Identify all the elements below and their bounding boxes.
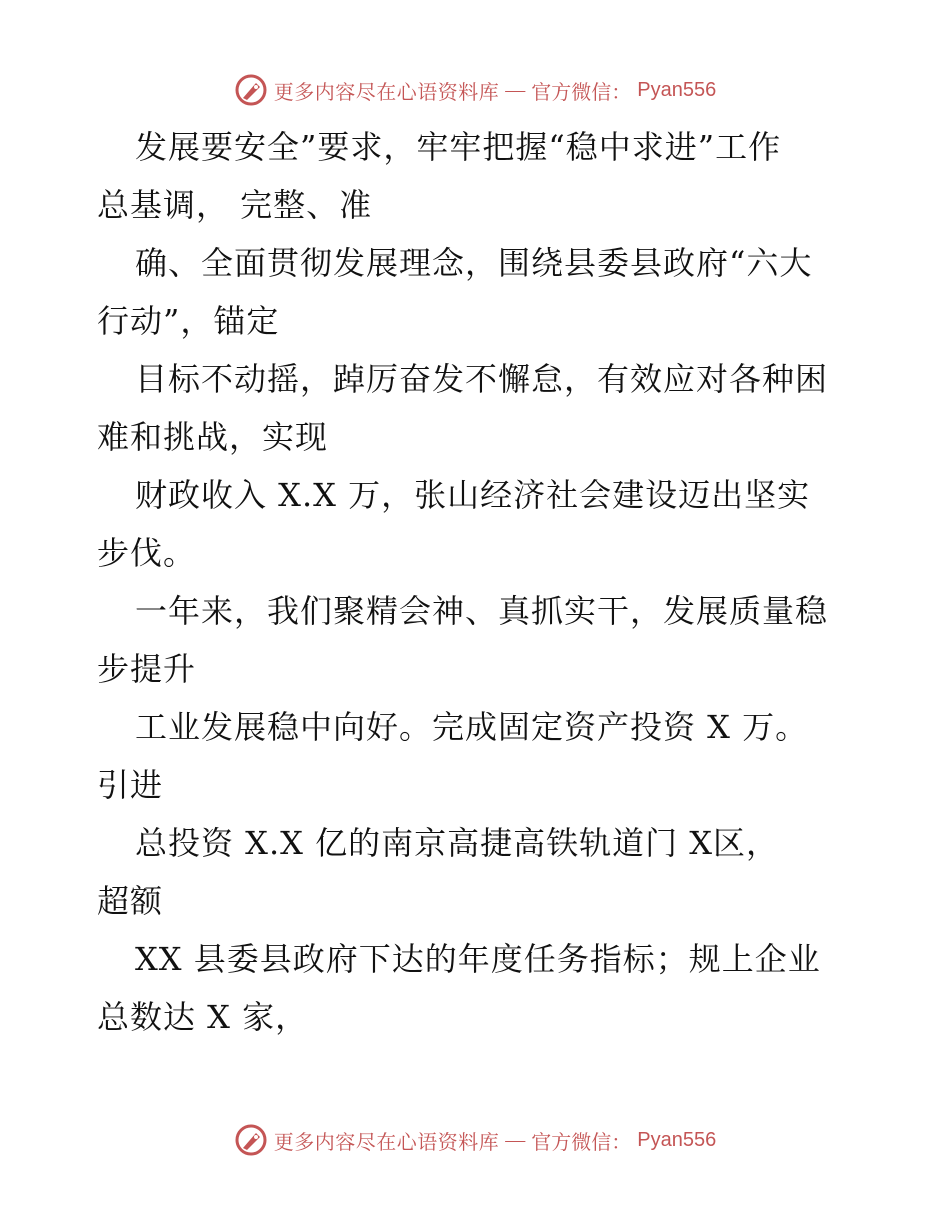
- footer-wechat-label: 官方微信：: [531, 1131, 632, 1154]
- header-banner: [0, 70, 950, 110]
- paragraph-1: [97, 118, 857, 234]
- paragraph-6-first: 工业发展稳中向好。完成固定资产投资 X 万。: [135, 708, 809, 746]
- paragraph-3: [97, 350, 857, 466]
- paragraph-4-cont: 步伐。: [97, 534, 197, 572]
- paragraph-6: [97, 698, 857, 814]
- paragraph-4: [97, 466, 857, 582]
- footer-banner: [0, 1120, 950, 1160]
- paragraph-2-cont: 行动”，锚定: [97, 302, 280, 340]
- header-wechat-account: Pyan556: [637, 78, 717, 101]
- paragraph-5-cont: 步提升: [97, 650, 197, 688]
- paragraph-1-first: 发展要安全”要求，牢牢把握“稳中求进”工作: [135, 128, 782, 166]
- paragraph-2-first: 确、全面贯彻发展理念，围绕县委县政府“六大: [135, 244, 813, 282]
- paragraph-7-cont: 超额: [97, 882, 164, 920]
- paragraph-3-first: 目标不动摇，踔厉奋发不懈怠，有效应对各种困: [135, 360, 829, 398]
- pen-nib-logo-icon: [234, 73, 268, 107]
- paragraph-7: [97, 814, 857, 930]
- paragraph-6-cont: 引进: [97, 766, 164, 804]
- footer-separator: —: [505, 1128, 526, 1151]
- footer-banner-text: 更多内容尽在心语资料库: [273, 1131, 500, 1154]
- paragraph-4-first: 财政收入 X.X 万，张山经济社会建设迈出坚实: [135, 476, 811, 514]
- paragraph-7-first: 总投资 X.X 亿的南京高捷高铁轨道门 X区，: [135, 824, 780, 862]
- header-banner-text: 更多内容尽在心语资料库: [273, 81, 500, 104]
- paragraph-8-cont: 总数达 X 家，: [97, 998, 309, 1036]
- pen-nib-logo-icon: [234, 1123, 268, 1157]
- paragraph-8: [97, 930, 857, 1046]
- footer-wechat-account: Pyan556: [637, 1128, 717, 1151]
- paragraph-5: [97, 582, 857, 698]
- document-body: [97, 118, 857, 1046]
- paragraph-5-first: 一年来，我们聚精会神、真抓实干，发展质量稳: [135, 592, 829, 630]
- header-separator: —: [505, 78, 526, 101]
- paragraph-1-cont: 总基调， 完整、准: [97, 186, 373, 224]
- header-wechat-label: 官方微信：: [531, 81, 632, 104]
- paragraph-3-cont: 难和挑战，实现: [97, 418, 329, 456]
- paragraph-8-first: XX 县委县政府下达的年度任务指标；规上企业: [135, 940, 821, 978]
- paragraph-2: [97, 234, 857, 350]
